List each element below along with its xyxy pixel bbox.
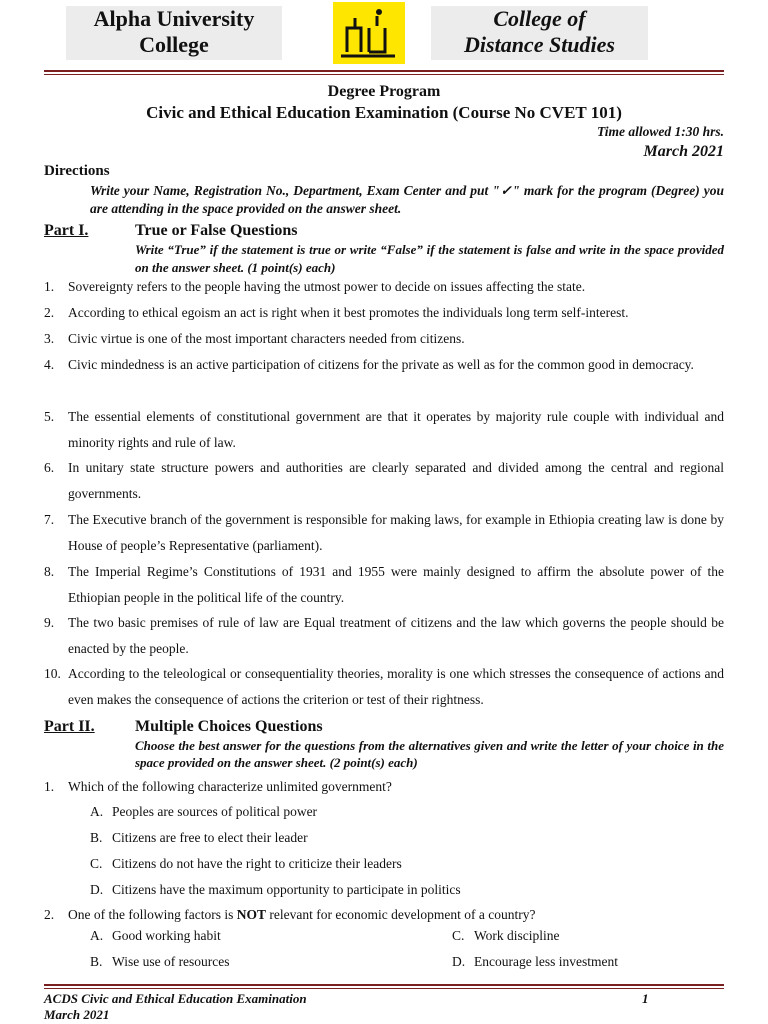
footer-title: ACDS Civic and Ethical Education Examination: [44, 991, 307, 1006]
question-text: Sovereignty refers to the people having the utmost power to decide on issues affecting the state.: [68, 279, 586, 294]
question-text-emphasis: NOT: [236, 907, 266, 922]
tf-question: [44, 300, 724, 326]
directions-heading: Directions: [44, 163, 110, 179]
option-text: Citizens do not have the right to criticize their leaders: [112, 856, 402, 871]
tf-question: [44, 274, 724, 300]
question-text: According to ethical egoism an act is right when it best promotes the individuals long term self-interest.: [68, 305, 629, 320]
question-number: 10.: [44, 666, 61, 681]
part1-instructions: Write “True” if the statement is true or write “False” if the statement is false and write in the space provided on the answer sheet. (1 point(s) each): [135, 242, 724, 275]
exam-date: March 2021: [643, 143, 724, 160]
tf-question: [44, 610, 724, 662]
question-text-after: relevant for economic development of a country?: [265, 907, 536, 922]
tf-question: [44, 559, 724, 611]
option-text: Citizens are free to elect their leader: [112, 830, 308, 845]
option-text: Encourage less investment: [474, 954, 618, 969]
time-allowed: Time allowed 1:30 hrs.: [597, 124, 724, 139]
tf-question: [44, 661, 724, 713]
option-letter: A.: [90, 928, 104, 943]
question-text: Which of the following characterize unlimited government?: [68, 779, 392, 794]
question-number: 6.: [44, 460, 55, 475]
university-name-box: [66, 6, 282, 60]
question-text: Civic mindedness is an active participation of citizens for the private as well as for the common good in democracy.: [68, 357, 694, 372]
part1-title: True or False Questions: [135, 222, 298, 239]
footer-rule-thin: [44, 988, 724, 989]
option-letter: D.: [90, 882, 104, 897]
option-letter: A.: [90, 804, 104, 819]
mc-question: [44, 774, 724, 800]
question-text: In unitary state structure powers and authorities are clearly separated and divided among the central and regional governments.: [68, 460, 724, 501]
logo-icon: [333, 2, 405, 64]
exam-title: Civic and Ethical Education Examination (Course No CVET 101): [146, 103, 622, 122]
university-logo: [333, 2, 405, 64]
footer-rule: [44, 984, 724, 986]
question-number: 7.: [44, 512, 55, 527]
question-text-before: One of the following factors is: [68, 907, 237, 922]
question-text: The Executive branch of the government is responsible for making laws, for example in Ethiopia creating law is done by House of people’s Representative (parliament).: [68, 512, 724, 553]
footer-date: March 2021: [44, 1007, 110, 1022]
option-letter: B.: [90, 830, 103, 845]
header-rule-thin: [44, 74, 724, 75]
option-letter: B.: [90, 954, 103, 969]
question-text: According to the teleological or consequentiality theories, morality is one which stresses the consequence of actions and even makes the consequence of actions the criterion or test of their rightness.: [68, 666, 724, 707]
question-number: 8.: [44, 564, 55, 579]
question-text: The two basic premises of rule of law are Equal treatment of citizens and the law which governs the people should be enacted by the people.: [68, 615, 724, 656]
question-number: 4.: [44, 357, 55, 372]
answer-option: [90, 803, 317, 821]
question-text: [68, 902, 724, 928]
question-number: 3.: [44, 331, 55, 346]
answer-option: [90, 855, 402, 873]
page-number: 1: [642, 991, 649, 1006]
option-letter: D.: [452, 954, 466, 969]
answer-option: [90, 953, 230, 971]
question-text: The essential elements of constitutional government are that it operates by majority rule couple with individual and minority rights and rule of law.: [68, 409, 724, 450]
answer-option: [90, 927, 221, 945]
answer-option: [90, 829, 308, 847]
question-number: 5.: [44, 409, 55, 424]
program-title: Degree Program: [327, 83, 441, 100]
question-number: 2.: [44, 907, 55, 922]
tf-question: [44, 455, 724, 507]
tf-question: [44, 352, 724, 378]
option-text: Good working habit: [112, 928, 221, 943]
question-text: The Imperial Regime’s Constitutions of 1931 and 1955 were mainly designed to affirm the absolute power of the Ethiopian people in the political life of the country.: [68, 564, 724, 605]
answer-option: [90, 881, 461, 899]
question-number: 9.: [44, 615, 55, 630]
option-text: Peoples are sources of political power: [112, 804, 318, 819]
university-name-line1: Alpha University: [93, 6, 255, 31]
answer-option: [452, 927, 560, 945]
college-name-line1: College of: [493, 6, 586, 31]
university-name-line2: College: [139, 32, 209, 57]
tf-question: [44, 326, 724, 352]
part1-label: Part I.: [44, 222, 89, 239]
directions-text: Write your Name, Registration No., Department, Exam Center and put "✓" mark for the program (Degree) you are attending in the space provided on the answer sheet.: [90, 183, 724, 216]
option-text: Work discipline: [474, 928, 560, 943]
college-name-box: [431, 6, 648, 60]
tf-question: [44, 404, 724, 456]
question-number: 2.: [44, 305, 55, 320]
college-name-line2: Distance Studies: [464, 32, 615, 57]
question-number: 1.: [44, 779, 55, 794]
part2-title: Multiple Choices Questions: [135, 718, 323, 735]
question-number: 1.: [44, 279, 55, 294]
tf-question: [44, 507, 724, 559]
answer-option: [452, 953, 618, 971]
question-text: Civic virtue is one of the most important characters needed from citizens.: [68, 331, 465, 346]
part2-instructions: Choose the best answer for the questions from the alternatives given and write the letter of your choice in the space provided on the answer sheet. (2 point(s) each): [135, 738, 724, 770]
mc-question: [44, 902, 724, 928]
header-rule: [44, 70, 724, 72]
option-text: Wise use of resources: [112, 954, 230, 969]
option-letter: C.: [90, 856, 103, 871]
option-text: Citizens have the maximum opportunity to participate in politics: [112, 882, 461, 897]
option-letter: C.: [452, 928, 465, 943]
part2-label: Part II.: [44, 718, 95, 735]
